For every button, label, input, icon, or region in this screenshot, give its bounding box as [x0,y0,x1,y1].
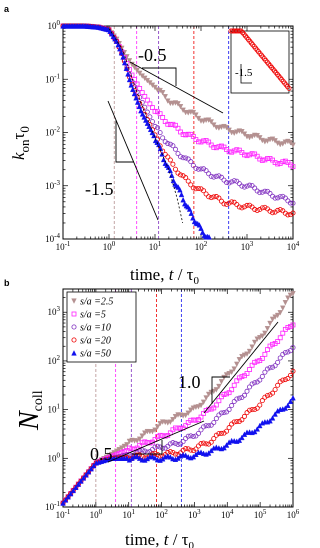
panel-b-xtick-label: $10^5$ [253,508,267,520]
panel-b-point [219,379,224,384]
panel-a-point [191,186,195,190]
panel-a-point [173,167,177,171]
panel-b-point [217,399,221,403]
panel-a-inset-slope-label: -1.5 [235,67,253,79]
panel-a-point [207,172,211,176]
panel-b-point [178,442,182,446]
panel-a-point [235,179,239,183]
panel-b-point [196,444,200,448]
panel-b-point [212,406,216,410]
panel-b-point [235,379,239,383]
panel-a-slope-label-2: -1.5 [85,179,114,199]
panel-a-xtick-label: $10^1$ [148,240,162,252]
panel-b-point [235,397,239,401]
panel-a-point [255,208,259,212]
panel-b-xtick-label: $10^3$ [188,508,201,520]
panel-b-point [258,403,262,407]
panel-a-point [240,206,244,210]
legend-label: s/a =2.5 [80,296,114,308]
panel-a-slope-label-1: -0.5 [138,45,167,65]
panel-a-point [286,160,290,164]
panel-b-point [260,374,264,378]
panel-b-point [250,382,254,386]
panel-a-point [227,201,231,205]
panel-b-point [265,326,270,331]
panel-b-point [214,403,218,407]
panel-b-xlabel: time, t / $\tau_0$ [125,530,195,548]
panel-b-point [280,306,285,311]
panel-a-point [224,202,228,206]
panel-a-point [207,140,211,144]
panel-b-point [237,376,241,380]
panel-a-inset-frame [231,31,289,93]
panel-a-point [281,209,285,213]
panel-b-ytick-label: $10^2$ [47,353,60,366]
panel-a-point [240,184,244,188]
panel-b-chart [45,289,300,520]
panel-b-point [173,441,177,445]
panel-b-point [230,403,234,407]
panel-b-point [248,368,252,372]
panel-a-point [207,195,211,199]
panel-a-point [189,160,193,164]
panel-b-point [143,449,147,453]
panel-b-point [232,383,236,387]
panel-b-point [283,300,288,305]
panel-label-a: a [4,4,10,14]
panel-b-point [212,420,216,424]
panel-b-point [286,350,290,354]
panel-a-chart [45,19,300,252]
panel-a-point [237,182,241,186]
panel-b-point [230,388,234,392]
panel-b-ytick-label: $10^0$ [47,451,60,464]
panel-a-point [204,192,208,196]
panel-b-point [291,395,296,400]
panel-a-point [173,147,177,151]
panel-b-point [153,445,157,449]
panel-a-point [145,110,149,114]
panel-a-point [237,205,241,209]
panel-a-point [242,185,246,189]
panel-b-point [234,362,239,367]
panel-a-point [250,184,254,188]
panel-b-xtick-label: $10^6$ [286,508,300,520]
panel-b-ytick-label: $10^{-1}$ [45,500,60,512]
panel-a-point [278,207,282,211]
panel-b-point [209,423,213,427]
panel-b-xtick-label: $10^0$ [89,508,103,520]
panel-b-xtick-label: $10^{-1}$ [55,508,71,520]
panel-a-xtick-label: $10^2$ [194,240,208,252]
panel-a-point [169,173,174,178]
panel-a-point [230,180,234,184]
panel-b-point [276,360,280,364]
panel-a-xtick-label: $10^4$ [286,240,300,252]
panel-b-point [138,443,142,447]
panel-a-point [253,207,257,211]
panel-a-point [212,175,216,179]
panel-b-point [168,449,172,453]
panel-a-point [179,192,184,197]
panel-b-ytick-label: $10^3$ [47,305,60,318]
panel-a-xlabel: time, t / $\tau_0$ [130,265,200,287]
panel-b-slope-label-2: 1.0 [178,372,201,392]
panel-a-point [148,115,152,119]
panel-a-ylabel: $k_{on}\tau_0$ [9,126,32,160]
panel-a-ytick-label: $10^0$ [47,19,60,31]
panel-a-point [276,196,280,200]
panel-a-point [186,157,190,161]
panel-b-point [201,425,205,429]
panel-a-point [219,199,223,203]
panel-a-xtick-label: $10^{-1}$ [55,240,71,252]
panel-b-xtick-label: $10^2$ [155,508,168,520]
legend-label: s/a =50 [80,348,111,360]
panel-b-slope-label-1: 0.5 [90,444,113,464]
panel-a-point [178,155,182,159]
panel-a-ytick-label: $10^{-1}$ [45,72,60,85]
panel-b-point [250,345,255,350]
panel-b-point [227,391,231,395]
panel-b-point [268,321,273,326]
panel-a-ytick-label: $10^{-2}$ [45,125,60,138]
panel-a-point [273,161,277,165]
panel-a-xtick-label: $10^3$ [240,240,254,252]
panel-b-point [153,451,157,455]
panel-a-point [245,184,249,188]
panel-a-point [194,166,198,170]
panel-a-point [222,178,226,182]
panel-b-point [252,340,257,345]
panel-b-point [232,399,236,403]
panel-b-point [263,352,267,356]
panel-b-point [194,434,198,438]
panel-b-point [227,407,231,411]
panel-b-point [253,360,257,364]
panel-b-point [250,363,254,367]
panel-b-point [242,414,246,418]
panel-b-point [237,357,242,362]
panel-a-point [227,181,231,185]
legend-label: s/a =10 [80,322,111,334]
panel-b-point [168,442,172,446]
panel-b-xtick-label: $10^1$ [122,508,135,520]
panel-a-ytick-label: $10^{-4}$ [45,232,60,244]
panel-a-point [163,120,167,124]
panel-a-point [186,179,190,183]
panel-a-point [232,149,236,153]
panel-a-xtick-label: $10^0$ [102,240,116,252]
panel-a-point [258,157,262,161]
panel-a-ytick-label: $10^{-3}$ [45,178,60,191]
panel-b-ytick-label: $10^1$ [47,402,60,415]
panel-b-ylabel: Ncoll [14,390,46,430]
panel-a-point [184,156,188,160]
panel-a-point [161,136,165,140]
panel-a-point [291,143,296,148]
panel-b-point [273,388,277,392]
panel-a-point [171,162,175,166]
legend-label: s/a =20 [80,335,111,347]
panel-b-point [245,411,249,415]
panel-b-point [283,377,287,381]
panel-a-point [163,94,168,99]
panel-b-point [245,389,249,393]
panel-label-b: b [4,278,10,288]
panel-a-point [265,157,269,161]
panel-a-point [222,145,226,149]
panel-a-point [168,158,172,162]
panel-b-point [186,447,190,451]
legend-label: s/a =5 [80,309,106,321]
panel-b-point [224,410,228,414]
panel-a-point [260,190,264,194]
panel-b-xtick-label: $10^4$ [221,508,234,520]
